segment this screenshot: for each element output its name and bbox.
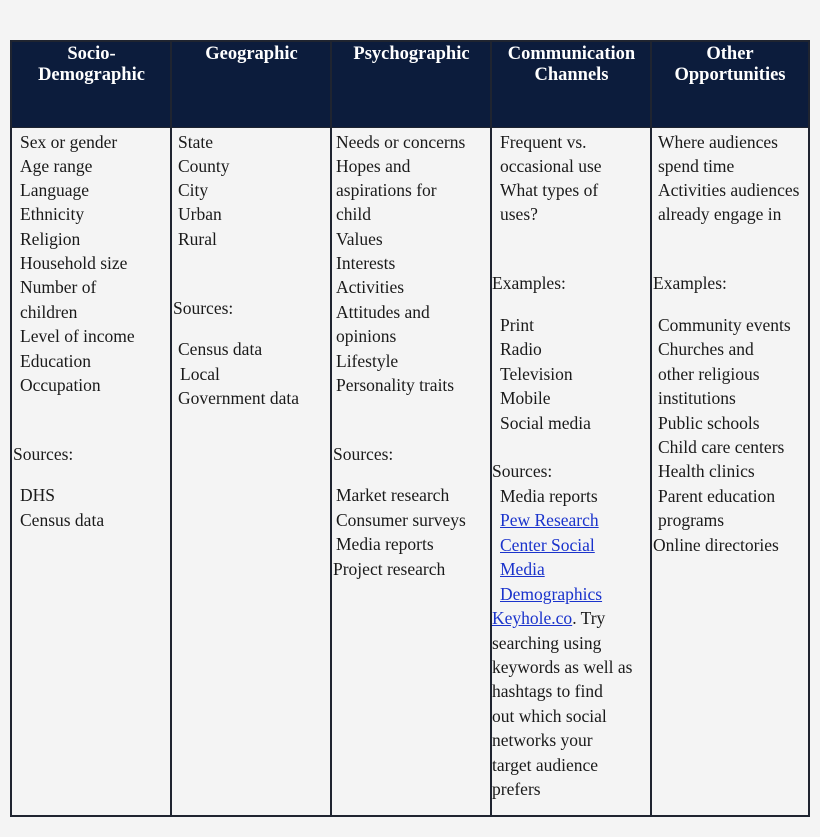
cell-text: Census data <box>178 339 263 359</box>
source-link[interactable]: Demographics <box>500 584 603 604</box>
cell-text-line <box>500 411 591 436</box>
cell-text: Child care centers <box>658 437 785 457</box>
cell-text-line <box>20 251 127 276</box>
cell-text-line <box>492 728 593 753</box>
cell-text: networks your <box>492 730 593 750</box>
cell-text: Examples: <box>492 273 566 293</box>
cell-text-line <box>658 130 778 155</box>
cell-text-line <box>20 275 96 300</box>
cell-text: DHS <box>20 485 56 505</box>
cell-text: Project research <box>333 559 446 579</box>
cell-text-line <box>336 483 449 508</box>
cell-text: Age range <box>20 156 93 176</box>
cell-text: Occupation <box>20 375 101 395</box>
cell-text: child <box>336 204 371 224</box>
cell-text-line <box>658 459 755 484</box>
column-other-opportunities <box>650 42 808 815</box>
column-header-line: Socio- <box>67 44 116 64</box>
cell-text: Online directories <box>653 535 779 555</box>
cell-text: City <box>178 180 209 200</box>
cell-text-line <box>20 349 91 374</box>
column-header-line: Opportunities <box>674 65 786 85</box>
source-link[interactable]: Keyhole.co <box>492 608 573 628</box>
source-link-line <box>492 606 605 631</box>
cell-text: State <box>178 132 213 152</box>
cell-text-line <box>658 178 799 203</box>
cell-text: Print <box>500 315 535 335</box>
cell-text-line <box>492 704 607 729</box>
cell-text-line <box>178 154 230 179</box>
cell-text: Sources: <box>333 444 394 464</box>
cell-text-line <box>336 178 437 203</box>
cell-text-line <box>20 227 80 252</box>
cell-text: Sources: <box>173 298 234 318</box>
column-header <box>172 42 331 127</box>
cell-text: uses? <box>500 204 538 224</box>
cell-text: Market research <box>336 485 450 505</box>
cell-text-line <box>336 373 454 398</box>
cell-text-line <box>500 130 587 155</box>
cell-text: aspirations for <box>336 180 437 200</box>
cell-text-line <box>336 508 466 533</box>
cell-text: institutions <box>658 388 736 408</box>
cell-text: Sources: <box>13 444 74 464</box>
cell-text: Education <box>20 351 91 371</box>
column-geographic <box>170 42 331 815</box>
cell-text: Radio <box>500 339 542 359</box>
cell-text: Sex or gender <box>20 132 118 152</box>
cell-text-line <box>500 313 534 338</box>
cell-text-line <box>336 202 371 227</box>
column-header-line: Geographic <box>205 44 298 64</box>
cell-text-line <box>492 753 598 778</box>
cell-text-line <box>20 324 135 349</box>
cell-text-line <box>658 202 781 227</box>
cell-text: occasional use <box>500 156 602 176</box>
cell-text: Urban <box>178 204 222 224</box>
cell-text: Level of income <box>20 326 135 346</box>
cell-text-line <box>492 655 632 680</box>
cell-text-line <box>492 271 566 296</box>
cell-text-line <box>492 679 603 704</box>
cell-text-line <box>658 313 791 338</box>
cell-text-line <box>658 411 760 436</box>
cell-text-line <box>178 227 217 252</box>
column-header-line: Channels <box>534 65 609 85</box>
source-link[interactable]: Pew Research <box>500 510 599 530</box>
cell-text-line <box>492 631 601 656</box>
cell-text-line <box>500 386 551 411</box>
cell-text-line <box>20 130 117 155</box>
cell-text: Interests <box>336 253 396 273</box>
cell-text-line <box>333 442 393 467</box>
cell-text-line <box>180 362 220 387</box>
cell-text: Activities <box>336 277 405 297</box>
cell-text: Social media <box>500 413 591 433</box>
cell-text: Public schools <box>658 413 760 433</box>
cell-text-line <box>20 373 101 398</box>
cell-text-line <box>500 484 598 509</box>
cell-text: Local <box>180 364 220 384</box>
cell-text-line <box>492 459 552 484</box>
source-link-line <box>500 582 602 607</box>
cell-text: Household size <box>20 253 128 273</box>
cell-text: other religious <box>658 364 760 384</box>
cell-text-line <box>20 154 92 179</box>
column-header-line: Other <box>706 44 754 64</box>
source-link-line <box>500 533 595 558</box>
cell-text-line <box>178 130 213 155</box>
cell-text: Number of <box>20 277 97 297</box>
cell-text: programs <box>658 510 725 530</box>
cell-text-line <box>336 300 430 325</box>
cell-text: Parent education <box>658 486 776 506</box>
cell-text: Activities audiences <box>658 180 800 200</box>
cell-text: out which social <box>492 706 607 726</box>
cell-text-line <box>178 386 299 411</box>
cell-text: Consumer surveys <box>336 510 466 530</box>
column-header-line: Communication <box>507 44 636 64</box>
cell-text-line <box>336 227 383 252</box>
cell-text-line <box>500 362 573 387</box>
cell-text: County <box>178 156 230 176</box>
cell-text: prefers <box>492 779 541 799</box>
cell-text-line <box>333 557 445 582</box>
cell-text-line <box>336 251 395 276</box>
cell-text: opinions <box>336 326 397 346</box>
column-header <box>332 42 491 127</box>
cell-text: Health clinics <box>658 461 755 481</box>
cell-text: keywords as well as <box>492 657 633 677</box>
cell-text: already engage in <box>658 204 782 224</box>
cell-text-line <box>658 484 775 509</box>
cell-text-line <box>500 178 598 203</box>
cell-text: Census data <box>20 510 105 530</box>
cell-text: Mobile <box>500 388 551 408</box>
column-communication-channels <box>490 42 651 815</box>
cell-text: Sources: <box>492 461 553 481</box>
cell-text-line <box>336 275 404 300</box>
cell-text: Ethnicity <box>20 204 85 224</box>
cell-text-line <box>653 533 779 558</box>
cell-text-line <box>658 362 760 387</box>
cell-text: hashtags to find <box>492 681 603 701</box>
cell-text: target audience <box>492 755 599 775</box>
cell-text-line <box>20 508 104 533</box>
cell-text-line <box>336 532 434 557</box>
cell-text-line <box>492 777 541 802</box>
source-link[interactable]: Center Social <box>500 535 595 555</box>
cell-text: Religion <box>20 229 81 249</box>
source-link-line <box>500 557 545 582</box>
cell-text: Television <box>500 364 573 384</box>
cell-text-line <box>13 442 73 467</box>
cell-text: Media reports <box>500 486 598 506</box>
cell-text: Where audiences <box>658 132 778 152</box>
cell-text-line <box>20 202 84 227</box>
cell-text-line <box>336 324 396 349</box>
cell-text-line <box>173 296 233 321</box>
column-header <box>492 42 651 127</box>
column-header-line: Psychographic <box>353 44 470 64</box>
cell-text: Values <box>336 229 383 249</box>
cell-text-line <box>178 178 208 203</box>
cell-text-line <box>500 337 542 362</box>
cell-text-line <box>658 508 724 533</box>
cell-text-line <box>500 202 538 227</box>
column-socio-demographic <box>12 42 171 815</box>
cell-text: Attitudes and <box>336 302 430 322</box>
cell-text: children <box>20 302 78 322</box>
cell-text: searching using <box>492 633 602 653</box>
cell-text-line <box>20 300 77 325</box>
audience-segmentation-table <box>10 40 810 817</box>
cell-text-line <box>336 154 410 179</box>
cell-text-line <box>178 337 262 362</box>
column-header <box>652 42 808 127</box>
cell-text: . Try <box>572 608 606 628</box>
cell-text-line <box>658 337 754 362</box>
column-header-line: Demographic <box>38 65 145 85</box>
cell-text: Personality traits <box>336 375 455 395</box>
cell-text-line <box>178 202 222 227</box>
cell-text: Frequent vs. <box>500 132 587 152</box>
cell-text: Needs or concerns <box>336 132 466 152</box>
cell-text-line <box>658 154 734 179</box>
cell-text-line <box>336 349 398 374</box>
cell-text: spend time <box>658 156 735 176</box>
cell-text-line <box>336 130 465 155</box>
source-link[interactable]: Media <box>500 559 545 579</box>
cell-text: Lifestyle <box>336 351 399 371</box>
cell-text: Examples: <box>653 273 727 293</box>
cell-text: Rural <box>178 229 217 249</box>
cell-text-line <box>500 154 602 179</box>
cell-text-line <box>20 178 89 203</box>
cell-text-line <box>653 271 727 296</box>
cell-text: Language <box>20 180 89 200</box>
cell-text: What types of <box>500 180 599 200</box>
column-header <box>12 42 171 127</box>
cell-text-line <box>658 386 736 411</box>
cell-text: Churches and <box>658 339 754 359</box>
cell-text-line <box>20 483 55 508</box>
cell-text: Media reports <box>336 534 434 554</box>
column-psychographic <box>330 42 491 815</box>
cell-text-line <box>658 435 784 460</box>
source-link-line <box>500 508 599 533</box>
cell-text: Community events <box>658 315 791 335</box>
cell-text: Hopes and <box>336 156 411 176</box>
cell-text: Government data <box>178 388 299 408</box>
